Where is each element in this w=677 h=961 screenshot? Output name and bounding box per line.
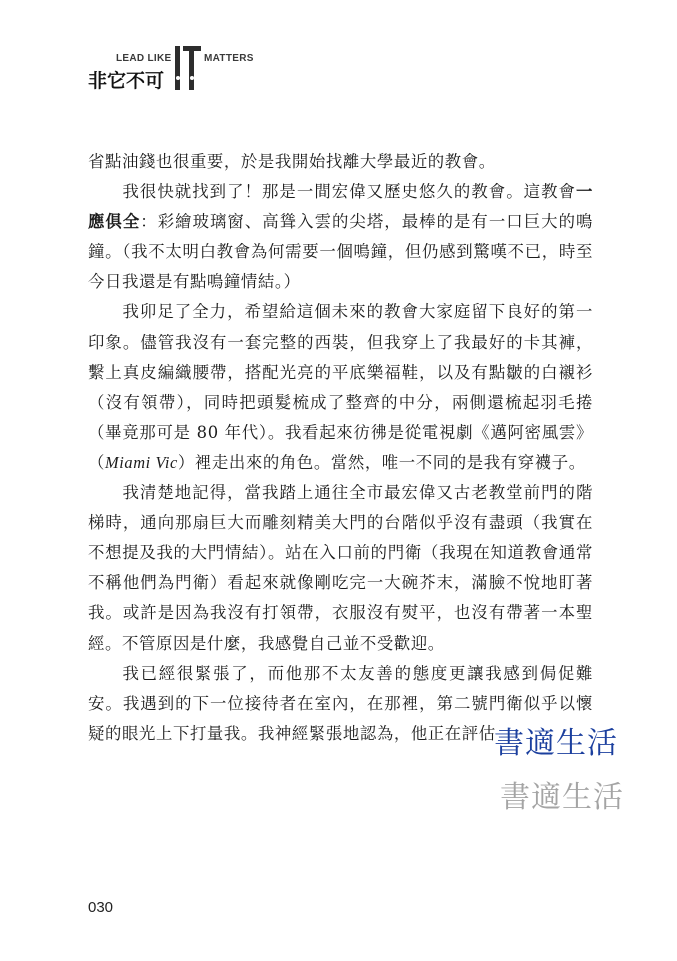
- running-header: [88, 44, 328, 94]
- watermark-primary: 書適生活: [494, 726, 618, 761]
- paragraph-4: 我清楚地記得，當我踏上通往全市最宏偉又古老教堂前門的階梯時，通向那扇巨大而雕刻精美大門的台階似乎沒有盡頭（我實在不想提及我的大門情結）。站在入口前的門衛（我現在知道教會通常不稱他們為門衛）看起來就像剛吃完一大碗芥末，滿臉不悅地盯著我。或許是因為我沒有打領帶，衣服沒有熨平，也沒有帶著一本聖經。不管原因是什麼，我感覺自己並不受歡迎。: [88, 483, 593, 653]
- paragraph-2-bold: 一應俱全: [88, 182, 593, 232]
- paragraph-3: [88, 297, 593, 478]
- page-number: 030: [88, 899, 114, 916]
- body-text: [88, 147, 593, 749]
- series-title-zh: 非它不可: [88, 70, 165, 92]
- series-title-en-left: LEAD LIKE: [116, 53, 172, 64]
- paragraph-3-italic: Miami Vic: [105, 452, 178, 472]
- paragraph-2-part-a: 我很快就找到了！那是一間宏偉又歷史悠久的教會。這教會: [122, 182, 576, 202]
- it-logo-icon: [172, 44, 204, 92]
- paragraph-3-part-a: 我卯足了全力，希望給這個未來的教會大家庭留下良好的第一印象。儘管我沒有一套完整的西裝，但我穿上了我最好的卡其褲，繫上真皮編織腰帶，搭配光亮的平底樂福鞋，以及有點皺的白襯衫（沒有領帶），同時把頭髮梳成了整齊的中分，兩側還梳起羽毛捲（畢竟那可是 80 年代）。我看起來彷彿是從電視劇《邁阿密風雲》（: [88, 302, 593, 472]
- paragraph-2: [88, 177, 593, 297]
- series-title-en-right: MATTERS: [204, 53, 254, 64]
- paragraph-2-part-b: ：彩繪玻璃窗、高聳入雲的尖塔，最棒的是有一口巨大的鳴鐘。（我不太明白教會為何需要一個鳴鐘，但仍感到驚嘆不已，時至今日我還是有點鳴鐘情結。）: [88, 212, 593, 292]
- watermark-secondary: 書適生活: [500, 780, 624, 815]
- paragraph-5: 我已經很緊張了，而他那不太友善的態度更讓我感到侷促難安。我遇到的下一位接待者在室內，在那裡，第二號門衛似乎以懷疑的眼光上下打量我。我神經緊張地認為，他正在評估: [88, 663, 593, 743]
- paragraph-1: 省點油錢也很重要，於是我開始找離大學最近的教會。: [88, 152, 496, 171]
- paragraph-3-part-b: ）裡走出來的角色。當然，唯一不同的是我有穿襪子。: [177, 452, 586, 472]
